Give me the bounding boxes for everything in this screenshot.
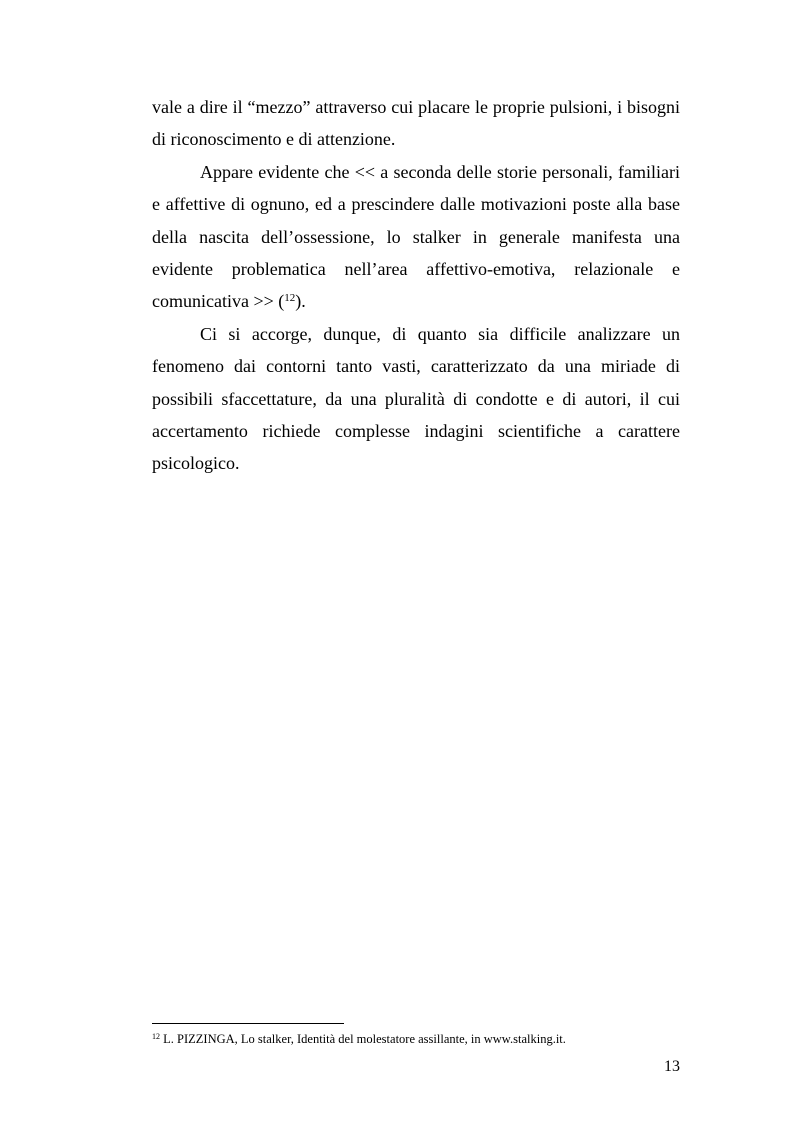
footnote-text: , Lo stalker, Identità del molestatore assillante, in www.stalking.it. xyxy=(234,1032,566,1046)
footnote-author-initial: L. P xyxy=(163,1032,184,1046)
footnote-divider xyxy=(152,1023,344,1024)
footnote-number: 12 xyxy=(152,1032,160,1041)
body-text xyxy=(152,91,680,480)
paragraph-conclusion: Ci si accorge, dunque, di quanto sia difficile analizzare un fenomeno dai contorni tanto vasti, caratterizzato da una miriade di possibili sfaccettature, da una pluralità di condotte e di autori, il cui accertamento richiede complesse indagini scientifiche a carattere psicologico. xyxy=(152,323,680,474)
paragraph-continuation: vale a dire il “mezzo” attraverso cui placare le proprie pulsioni, i bisogni di riconoscimento e di attenzione. xyxy=(152,97,680,150)
footnote-author-surname: IZZINGA xyxy=(183,1032,235,1046)
paragraph-quote xyxy=(152,156,680,318)
quote-closing: ). xyxy=(295,291,306,312)
page-number: 13 xyxy=(664,1058,680,1075)
footnote xyxy=(152,1031,712,1047)
footnote-reference[interactable]: 12 xyxy=(284,292,296,305)
quote-text: Appare evidente che << a seconda delle storie personali, familiari e affettive di ognuno, ed a prescindere dalle motivazioni poste alla base della nascita dell’ossessione, lo stalker in generale manifesta una evidente problematica nell’area affettivo-emotiva, relazionale e comunicativa >> ( xyxy=(152,161,680,312)
